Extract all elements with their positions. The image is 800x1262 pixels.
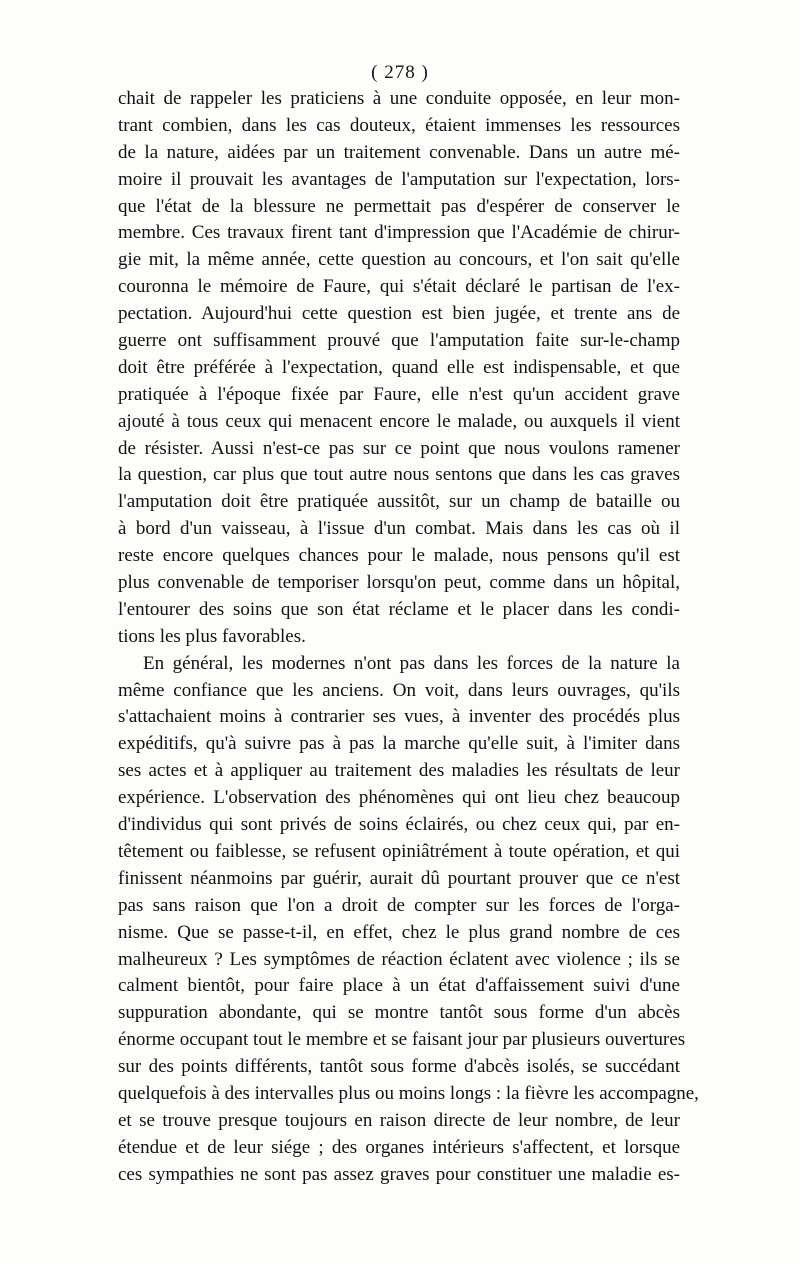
text-line: plus convenable de temporiser lorsqu'on peut, comme dans un hôpital, [118, 572, 680, 594]
text-line: que l'état de la blessure ne permettait pas d'espérer de conserver le [118, 195, 680, 217]
text-line: têtement ou faiblesse, se refusent opiniâtrément à toute opération, et qui [118, 840, 680, 862]
text-line: même confiance que les anciens. On voit, dans leurs ouvrages, qu'ils [118, 679, 680, 701]
paragraph [118, 651, 699, 1189]
text-line: trant combien, dans les cas douteux, étaient immenses les ressources [118, 114, 680, 136]
text-line: pectation. Aujourd'hui cette question est bien jugée, et trente ans de [118, 303, 680, 325]
text-line: sur des points différents, tantôt sous forme d'abcès isolés, se succédant [118, 1056, 680, 1078]
text-line: En général, les modernes n'ont pas dans les forces de la nature la [143, 652, 680, 674]
text-line: ajouté à tous ceux qui menacent encore le malade, ou auxquels il vient [118, 410, 680, 432]
text-line: expéditifs, qu'à suivre pas à pas la marche qu'elle suit, à l'imiter dans [118, 733, 680, 755]
text-line: d'individus qui sont privés de soins éclairés, ou chez ceux qui, par en- [118, 814, 680, 836]
body-text [118, 86, 699, 1189]
text-line: ses actes et à appliquer au traitement des maladies les résultats de leur [118, 760, 680, 782]
text-line: et se trouve presque toujours en raison directe de leur nombre, de leur [118, 1109, 680, 1131]
text-line: étendue et de leur siége ; des organes intérieurs s'affectent, et lorsque [118, 1136, 680, 1158]
page-number: ( 278 ) [371, 62, 429, 83]
text-line: chait de rappeler les praticiens à une conduite opposée, en leur mon- [118, 88, 680, 109]
text-line: nisme. Que se passe-t-il, en effet, chez le plus grand nombre de ces [118, 921, 680, 943]
text-line: à bord d'un vaisseau, à l'issue d'un combat. Mais dans les cas où il [118, 518, 680, 540]
text-line: finissent néanmoins par guérir, aurait dû pourtant prouver que ce n'est [118, 867, 680, 889]
text-line: doit être préférée à l'expectation, quand elle est indispensable, et que [118, 356, 680, 378]
text-line: membre. Ces travaux firent tant d'impression que l'Académie de chirur- [118, 222, 680, 244]
text-line: pas sans raison que l'on a droit de compter sur les forces de l'orga- [118, 894, 680, 916]
text-line: de la nature, aidées par un traitement convenable. Dans un autre mé- [118, 141, 680, 163]
paragraph [118, 86, 680, 651]
text-line: calment bientôt, pour faire place à un état d'affaissement suivi d'une [118, 975, 680, 997]
text-line: moire il prouvait les avantages de l'amputation sur l'expectation, lors- [118, 168, 680, 190]
text-line: expérience. L'observation des phénomènes qui ont lieu chez beaucoup [118, 787, 680, 809]
text-line: la question, car plus que tout autre nous sentons que dans les cas graves [118, 464, 680, 486]
text-line: énorme occupant tout le membre et se faisant jour par plusieurs ouvertures [118, 1029, 686, 1051]
text-line: ces sympathies ne sont pas assez graves pour constituer une maladie es- [118, 1163, 680, 1185]
text-line: couronna le mémoire de Faure, qui s'était déclaré le partisan de l'ex- [118, 276, 680, 298]
text-line: quelquefois à des intervalles plus ou moins longs : la fièvre les accompagne, [118, 1082, 699, 1104]
text-line: reste encore quelques chances pour le malade, nous pensons qu'il est [118, 545, 680, 567]
text-line: suppuration abondante, qui se montre tantôt sous forme d'un abcès [118, 1002, 680, 1024]
text-line: l'amputation doit être pratiquée aussitôt, sur un champ de bataille ou [118, 491, 680, 513]
text-line: gie mit, la même année, cette question au concours, et l'on sait qu'elle [118, 249, 680, 271]
text-line: guerre ont suffisamment prouvé que l'amputation faite sur-le-champ [118, 330, 680, 352]
text-line: de résister. Aussi n'est-ce pas sur ce point que nous voulons ramener [118, 437, 680, 459]
text-line: malheureux ? Les symptômes de réaction éclatent avec violence ; ils se [118, 948, 680, 970]
text-line: l'entourer des soins que son état réclame et le placer dans les condi- [118, 598, 680, 620]
text-line: tions les plus favorables. [118, 625, 306, 647]
text-line: s'attachaient moins à contrarier ses vues, à inventer des procédés plus [118, 706, 680, 728]
text-line: pratiquée à l'époque fixée par Faure, elle n'est qu'un accident grave [118, 383, 680, 405]
